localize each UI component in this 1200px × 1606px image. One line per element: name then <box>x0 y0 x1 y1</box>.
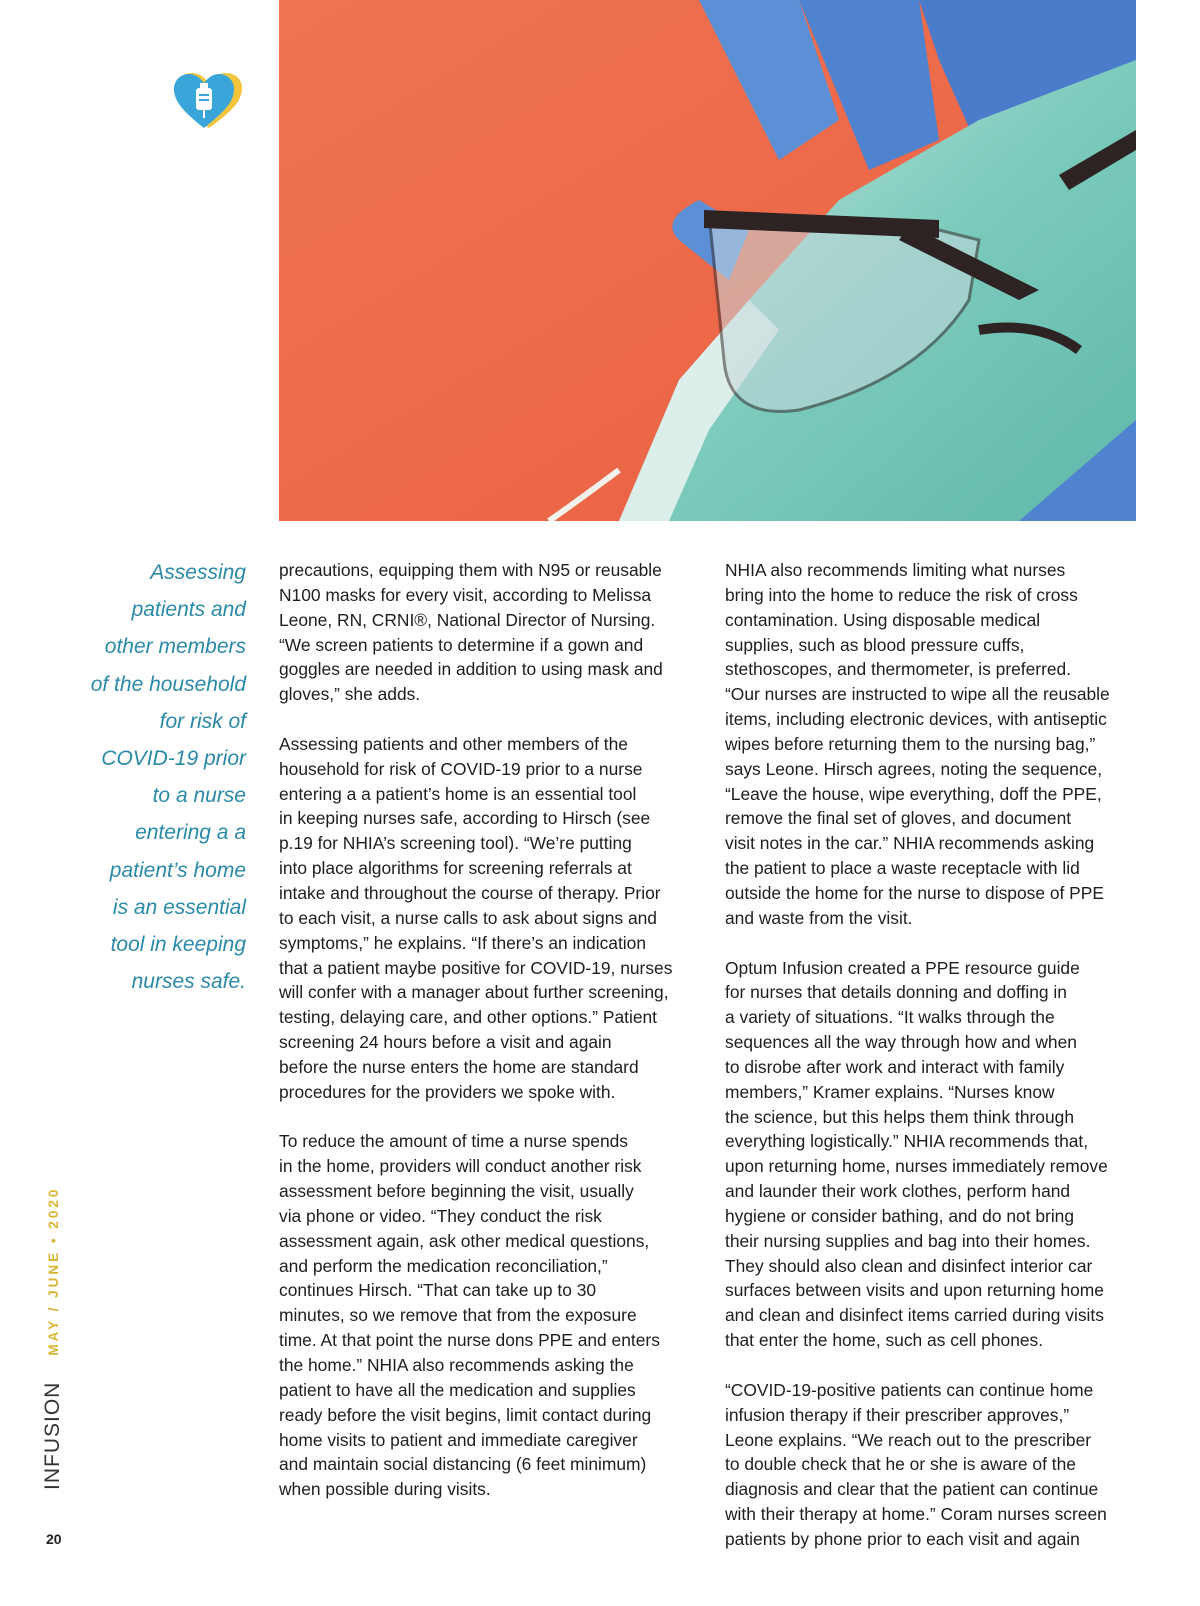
article-line: when possible during visits. <box>279 1479 491 1500</box>
article-line: and perform the medication reconciliation,” <box>279 1255 608 1276</box>
article-line: that a patient maybe positive for COVID-19, nurses <box>279 957 673 978</box>
article-line: before the nurse enters the home are standard <box>279 1056 639 1077</box>
article-paragraph <box>279 558 699 707</box>
article-column-left <box>279 558 699 1502</box>
article-line: N100 masks for every visit, according to Melissa <box>279 584 652 605</box>
issue-date: MAY / JUNE • 2020 <box>45 1186 61 1356</box>
article-line: They should also clean and disinfect interior car <box>725 1255 1093 1276</box>
article-line: surfaces between visits and upon returning home <box>725 1280 1104 1301</box>
article-line: members,” Kramer explains. “Nurses know <box>725 1081 1055 1102</box>
article-line: visit notes in the car.” NHIA recommends asking <box>725 833 1095 854</box>
page-number: 20 <box>46 1531 62 1547</box>
article-line: everything logistically.” NHIA recommends that, <box>725 1131 1089 1152</box>
article-line: remove the final set of gloves, and document <box>725 808 1072 829</box>
article-line: via phone or video. “They conduct the risk <box>279 1205 602 1226</box>
pull-quote-line: patient’s home <box>109 858 246 882</box>
article-paragraph <box>725 558 1145 931</box>
pull-quote-line: nurses safe. <box>131 970 246 994</box>
article-line: ready before the visit begins, limit contact during <box>279 1404 652 1425</box>
ppe-photo <box>279 0 1136 521</box>
article-line: will confer with a manager about further screening, <box>279 982 669 1003</box>
article-line: items, including electronic devices, with antiseptic <box>725 709 1107 730</box>
pull-quote-line: to a nurse <box>152 784 246 808</box>
article-paragraph <box>279 1129 699 1502</box>
article-line: to double check that he or she is aware of the <box>725 1454 1076 1475</box>
article-line: To reduce the amount of time a nurse spends <box>279 1131 628 1152</box>
article-line: contamination. Using disposable medical <box>725 609 1041 630</box>
article-line: testing, delaying care, and other options.” Patient <box>279 1007 658 1028</box>
article-line: “Leave the house, wipe everything, doff the PPE, <box>725 783 1102 804</box>
article-line: assessment before beginning the visit, usually <box>279 1181 634 1202</box>
article-line: wipes before returning them to the nursing bag,” <box>725 733 1096 754</box>
article-line: time. At that point the nurse dons PPE and enters <box>279 1330 660 1351</box>
article-line: Leone, RN, CRNI®, National Director of Nursing. <box>279 609 656 630</box>
article-line: goggles are needed in addition to using mask and <box>279 659 663 680</box>
article-line: in the home, providers will conduct another risk <box>279 1156 642 1177</box>
article-line: hygiene or consider bathing, and do not bring <box>725 1205 1075 1226</box>
article-line: into place algorithms for screening referrals at <box>279 858 632 879</box>
article-line: a variety of situations. “It walks through the <box>725 1007 1055 1028</box>
article-line: and clean and disinfect items carried during visits <box>725 1305 1104 1326</box>
article-line: Leone explains. “We reach out to the prescriber <box>725 1429 1092 1450</box>
article-line: with their therapy at home.” Coram nurses screen <box>725 1504 1107 1525</box>
article-line: infusion therapy if their prescriber approves,” <box>725 1404 1070 1425</box>
article-paragraph <box>279 732 699 1105</box>
article-line: entering a a patient’s home is an essential tool <box>279 783 637 804</box>
article-line: continues Hirsch. “That can take up to 30 <box>279 1280 597 1301</box>
pull-quote-line: of the household <box>90 672 246 696</box>
article-line: the home.” NHIA also recommends asking the <box>279 1355 634 1375</box>
article-line: supplies, such as blood pressure cuffs, <box>725 634 1025 655</box>
pull-quote-line: patients and <box>131 598 246 622</box>
article-line: household for risk of COVID-19 prior to a nurse <box>279 758 643 779</box>
article-line: NHIA also recommends limiting what nurses <box>725 560 1066 580</box>
article-line: that enter the home, such as cell phones. <box>725 1330 1044 1351</box>
article-line: assessment again, ask other medical questions, <box>279 1230 650 1251</box>
article-line: and maintain social distancing (6 feet minimum) <box>279 1454 647 1475</box>
article-line: “COVID-19-positive patients can continue home <box>725 1379 1094 1400</box>
article-line: patient to have all the medication and supplies <box>279 1379 636 1400</box>
article-line: in keeping nurses safe, according to Hirsch (see <box>279 808 651 829</box>
article-line: and waste from the visit. <box>725 907 913 928</box>
magazine-brand: INFUSION <box>41 1381 64 1490</box>
article-line: p.19 for NHIA’s screening tool). “We’re putting <box>279 833 632 854</box>
article-line: and launder their work clothes, perform hand <box>725 1181 1071 1202</box>
article-line: says Leone. Hirsch agrees, noting the sequence, <box>725 758 1103 779</box>
spine-footer <box>38 1186 68 1490</box>
article-line: stethoscopes, and thermometer, is preferred. <box>725 659 1072 680</box>
pull-quote-line: for risk of <box>159 709 246 733</box>
pull-quote-line: is an essential <box>112 895 246 919</box>
article-line: gloves,” she adds. <box>279 684 421 705</box>
article-line: diagnosis and clear that the patient can continue <box>725 1479 1099 1500</box>
article-line: their nursing supplies and bag into their homes. <box>725 1230 1091 1251</box>
article-line: procedures for the providers we spoke with. <box>279 1081 616 1102</box>
iv-bag-heart-icon <box>174 72 244 130</box>
pull-quote-line: tool in keeping <box>110 933 246 957</box>
pull-quote-line: entering a a <box>135 821 246 845</box>
pull-quote-line: COVID-19 prior <box>101 747 246 771</box>
article-line: screening 24 hours before a visit and again <box>279 1032 612 1053</box>
article-paragraph <box>725 956 1145 1354</box>
article-column-right <box>725 558 1145 1552</box>
article-line: upon returning home, nurses immediately remove <box>725 1156 1108 1177</box>
article-line: the patient to place a waste receptacle with lid <box>725 858 1080 879</box>
pull-quote-line: other members <box>104 635 246 659</box>
pull-quote <box>60 554 246 1000</box>
article-line: patients by phone prior to each visit and again <box>725 1528 1080 1549</box>
article-line: symptoms,” he explains. “If there’s an indication <box>279 932 646 953</box>
article-line: bring into the home to reduce the risk of cross <box>725 584 1078 605</box>
article-paragraph <box>725 1378 1145 1552</box>
article-line: home visits to patient and immediate caregiver <box>279 1429 638 1450</box>
article-line: to disrobe after work and interact with family <box>725 1056 1065 1077</box>
article-line: Assessing patients and other members of the <box>279 733 628 754</box>
article-line: intake and throughout the course of therapy. Prior <box>279 882 661 903</box>
article-line: minutes, so we remove that from the exposure <box>279 1305 637 1326</box>
article-line: precautions, equipping them with N95 or reusable <box>279 560 662 580</box>
article-line: outside the home for the nurse to dispose of PPE <box>725 882 1104 903</box>
article-line: to each visit, a nurse calls to ask about signs and <box>279 907 657 928</box>
article-line: Optum Infusion created a PPE resource guide <box>725 957 1080 978</box>
pull-quote-line: Assessing <box>150 561 246 584</box>
article-line: the science, but this helps them think through <box>725 1106 1074 1127</box>
article-line: sequences all the way through how and when <box>725 1032 1077 1053</box>
article-line: “We screen patients to determine if a gown and <box>279 634 644 655</box>
article-line: “Our nurses are instructed to wipe all the reusable <box>725 684 1110 705</box>
article-line: for nurses that details donning and doffing in <box>725 982 1067 1003</box>
